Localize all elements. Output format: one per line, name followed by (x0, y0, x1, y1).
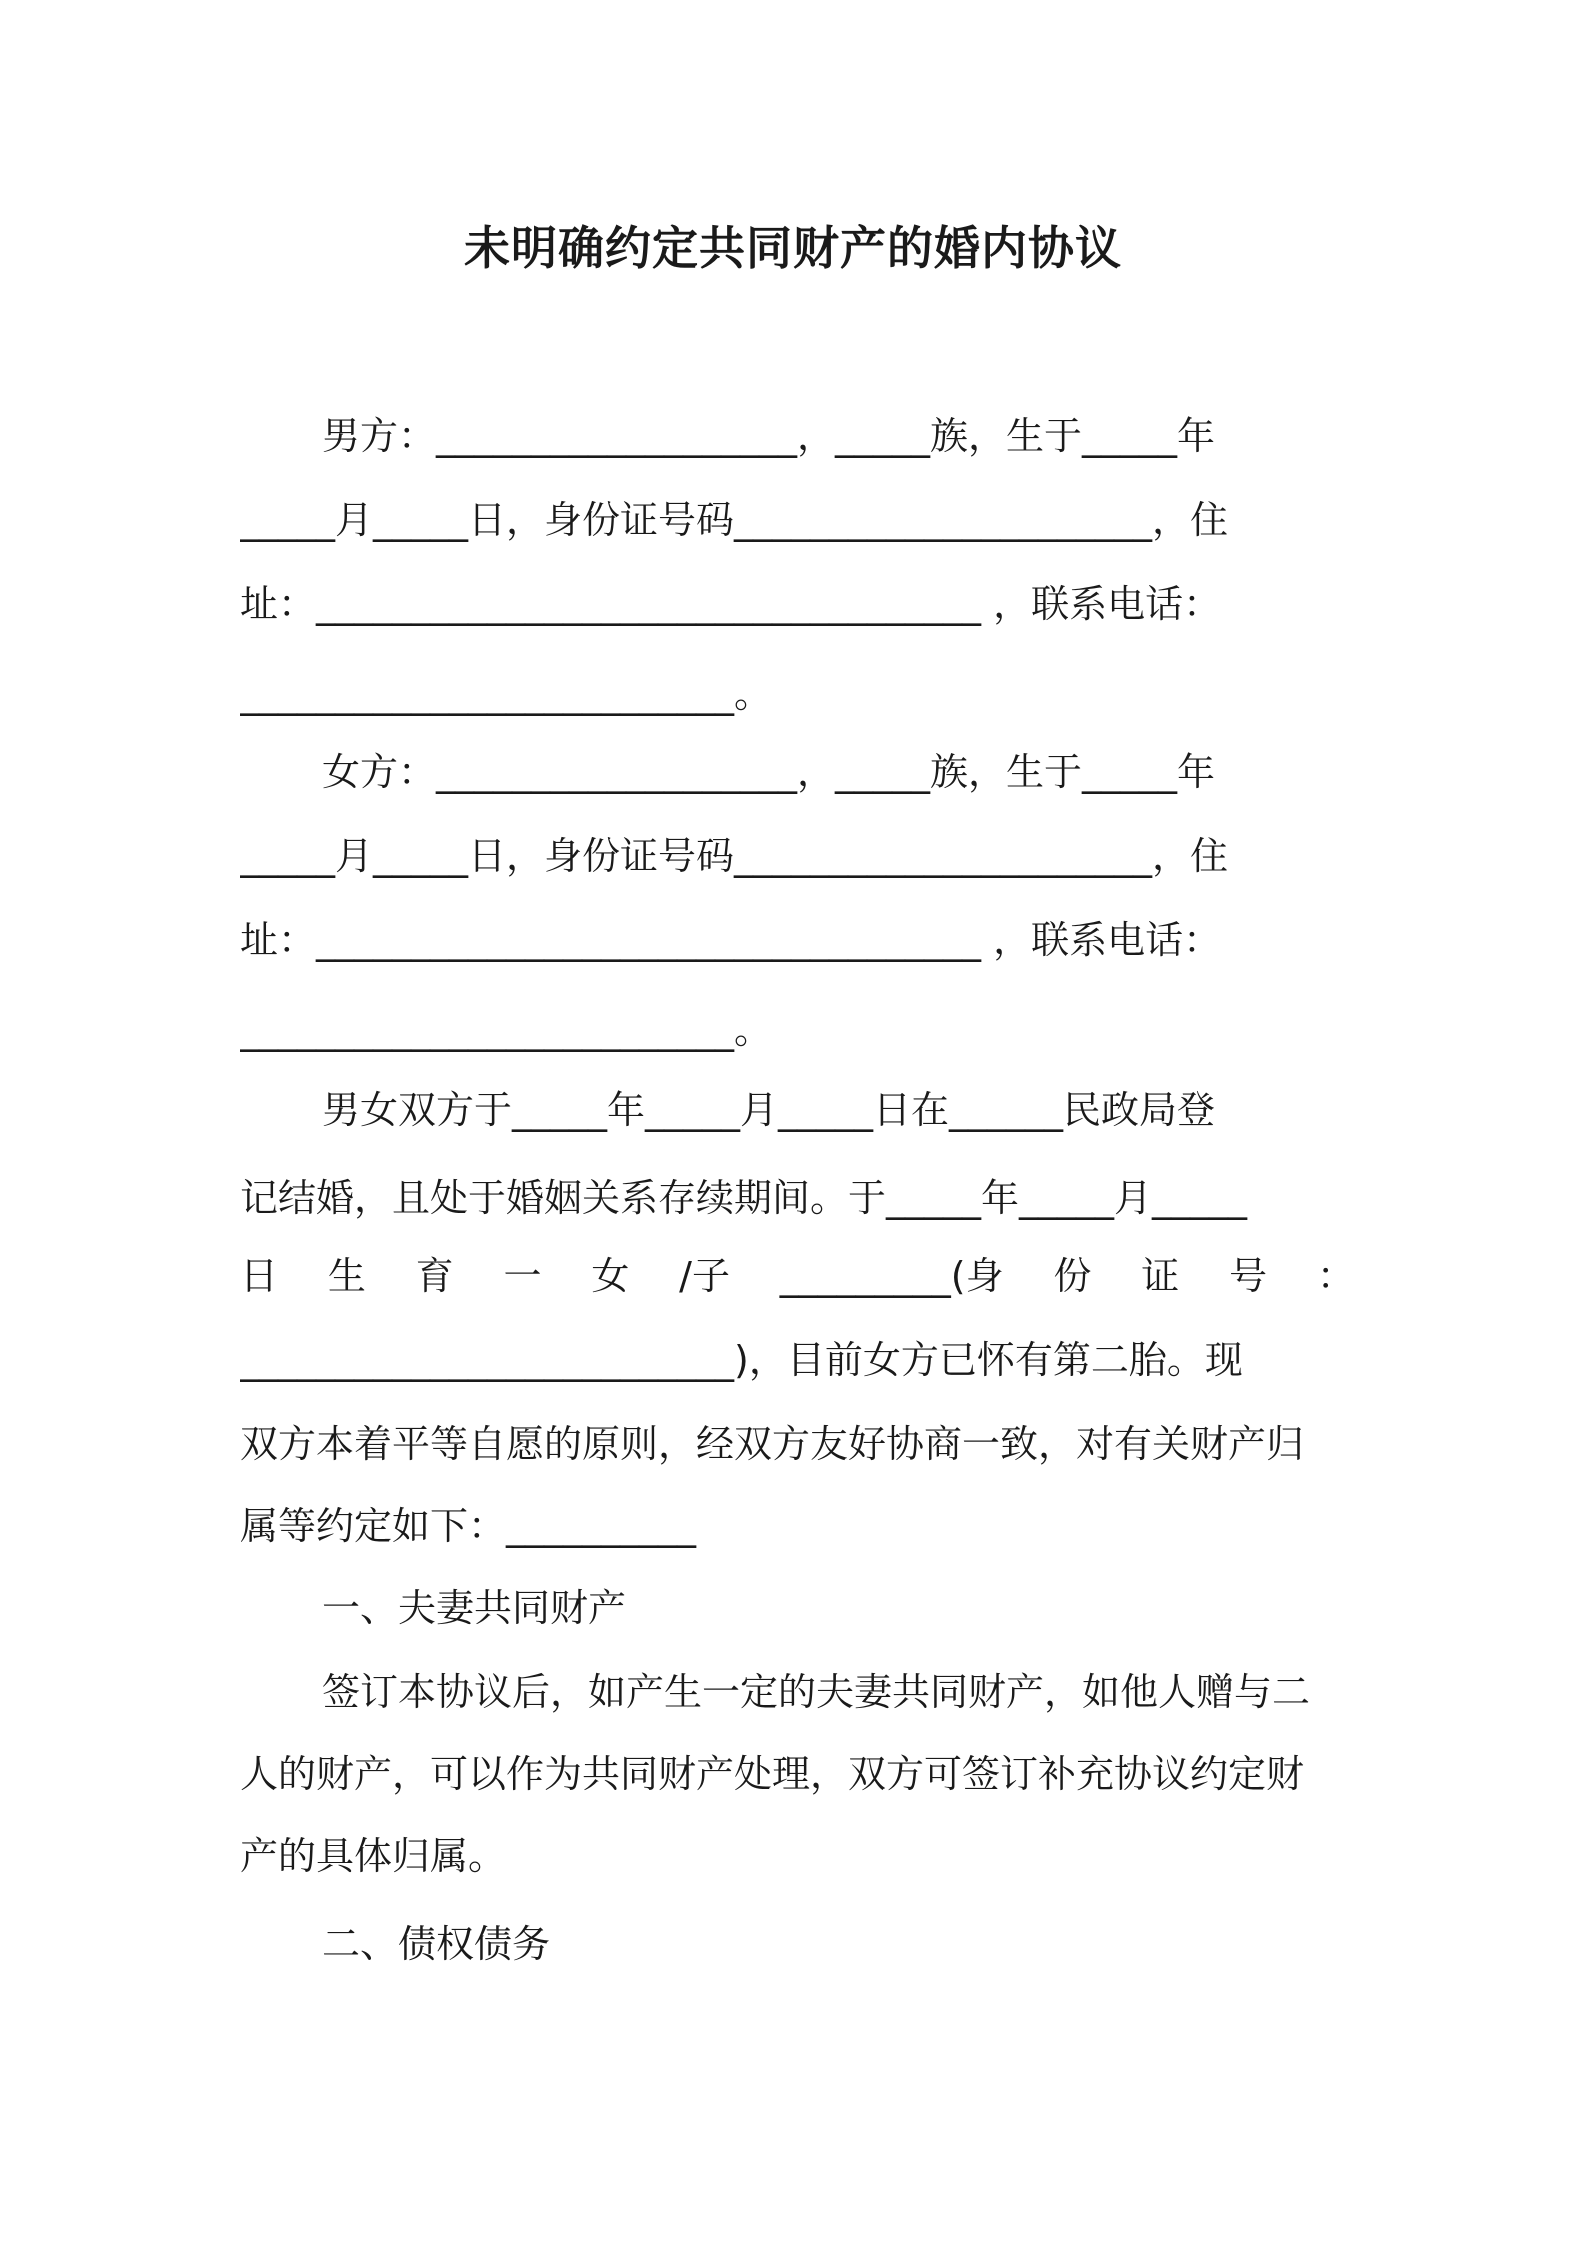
marriage-line-4: __________________________)，目前女方已怀有第二胎。现 (240, 1338, 1243, 1382)
female-party-line-2: _____月_____日，身份证号码______________________，住 (240, 834, 1229, 878)
spaced-char: 日 (240, 1254, 279, 1298)
female-party-line-1: 女方：___________________，_____族，生于_____年 (322, 750, 1216, 794)
marriage-line-5: 双方本着平等自愿的原则，经双方友好协商一致，对有关财产归 (240, 1422, 1305, 1466)
male-party-line-3: 址：___________________________________ ，联系电话： (240, 582, 1222, 626)
spaced-char: 号 (1229, 1254, 1268, 1298)
section-heading-2: 二、债权债务 (322, 1922, 551, 1966)
section-1-line-3: 产的具体归属。 (240, 1834, 507, 1878)
spaced-char: 一 (503, 1254, 542, 1298)
spaced-char: _________(身 (779, 1254, 1004, 1298)
section-1-line-1: 签订本协议后，如产生一定的夫妻共同财产，如他人赠与二 (322, 1670, 1311, 1714)
section-1-line-2: 人的财产，可以作为共同财产处理，双方可签订补充协议约定财 (240, 1752, 1305, 1796)
male-party-line-4: __________________________。 (240, 672, 773, 716)
female-party-line-3: 址：___________________________________ ，联系电话： (240, 918, 1222, 962)
male-party-line-2: _____月_____日，身份证号码______________________，住 (240, 498, 1229, 542)
male-party-line-1: 男方：___________________，_____族，生于_____年 (322, 414, 1216, 458)
section-heading-1: 一、夫妻共同财产 (322, 1586, 627, 1630)
spaced-char: 份 (1053, 1254, 1092, 1298)
spaced-char: 生 (327, 1254, 366, 1298)
spaced-char: 育 (415, 1254, 454, 1298)
spaced-char: /子 (679, 1254, 730, 1298)
female-party-line-4: __________________________。 (240, 1008, 773, 1052)
document-title: 未明确约定共同财产的婚内协议 (464, 221, 1122, 275)
spaced-char: 女 (591, 1254, 630, 1298)
spaced-char: ： (1316, 1254, 1355, 1298)
marriage-line-1: 男女双方于_____年_____月_____日在______民政局登 (322, 1088, 1216, 1132)
marriage-line-6: 属等约定如下：__________ (240, 1504, 697, 1548)
child-birth-line (240, 1250, 1355, 1302)
marriage-line-2: 记结婚，且处于婚姻关系存续期间。于_____年_____月_____ (240, 1176, 1248, 1220)
spaced-char: 证 (1141, 1254, 1180, 1298)
